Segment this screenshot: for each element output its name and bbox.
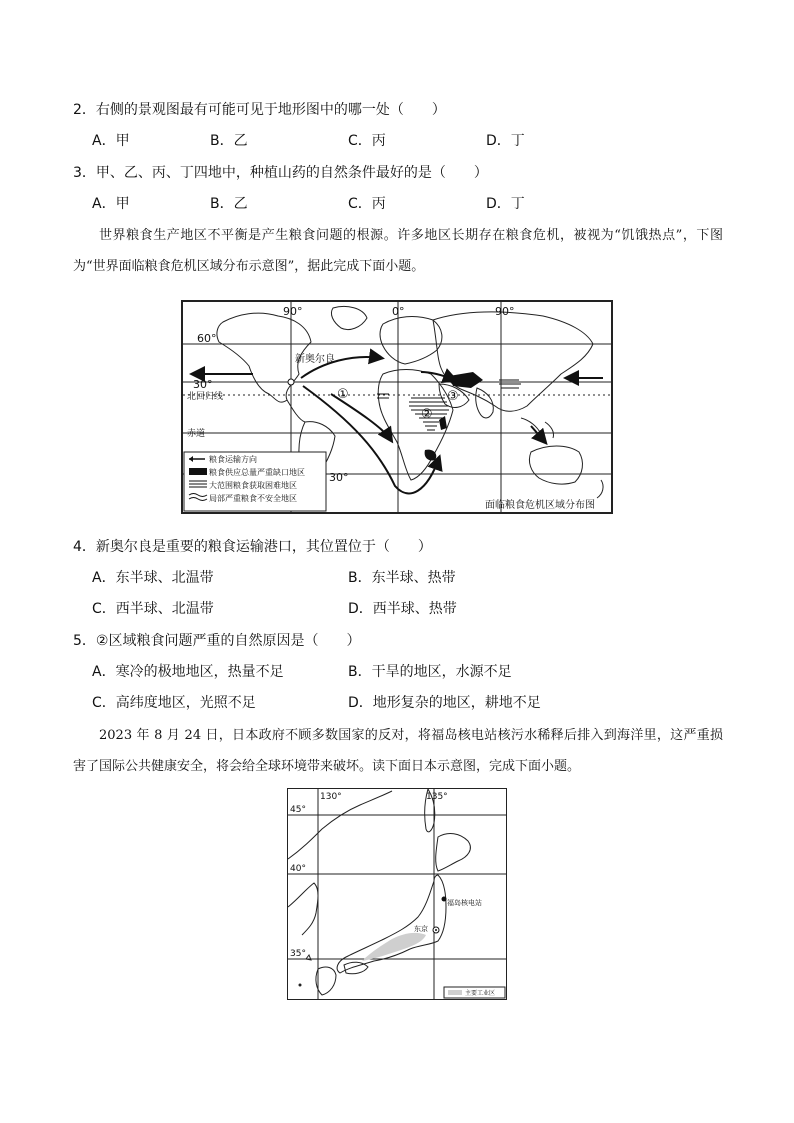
map2-lat-label: 45° [290,805,306,815]
japan-map [287,788,507,1000]
map1-lat-label: 30° [329,471,349,484]
q5-option-c: C．高纬度地区，光照不足 [92,695,256,711]
q3-option-d: D．丁 [486,196,525,212]
map2-lon-label: 135° [426,792,448,802]
q4-option-b: B．东半球、热带 [348,570,456,586]
passage-fukushima: 2023 年 8 月 24 日，日本政府不顾多数国家的反对，将福岛核电站核污水稀释后排入到海洋里，这严重损害了国际公共健康安全，将会给全球环境带来破坏。读下面日本示意图，完成下面小题。 [73,728,723,774]
map1-marker: ① [337,387,349,402]
q3-option-a: A．甲 [92,196,130,212]
map1-legend [184,452,326,511]
map1-lon-label: 0° [392,305,405,318]
map1-lat-label: 30° [193,378,213,391]
map1-lat-label: 60° [197,332,217,345]
map1-lon-label: 90° [495,305,515,318]
question-4-stem: 4．新奥尔良是重要的粮食运输港口，其位置位于（ ） [73,539,432,555]
map2-legend-label: 主要工业区 [465,990,496,997]
q5-option-d: D．地形复杂的地区，耕地不足 [348,695,541,711]
legend-severe-shortage: 粮食供应总量严重缺口地区 [209,468,305,477]
q2-option-d: D．丁 [486,133,525,149]
q4-option-a: A．东半球、北温带 [92,570,214,586]
map2-lon-label: 130° [320,792,342,802]
q2-option-a: A．甲 [92,133,130,149]
map1-caption: 面临粮食危机区域分布图 [485,500,595,511]
map2-place-tokyo: 东京 [414,925,428,933]
map1-lon-label: 90° [283,305,303,318]
legend-access-difficulty: 大范围粮食获取困难地区 [209,481,297,490]
q3-option-b: B．乙 [210,196,248,212]
q4-option-c: C．西半球、北温带 [92,601,214,617]
q5-option-a: A．寒冷的极地地区，热量不足 [92,664,284,680]
map1-lat-label: 赤道 [187,429,206,439]
world-food-crisis-map [181,300,613,514]
q4-option-d: D．西半球、热带 [348,601,457,617]
question-3-stem: 3．甲、乙、丙、丁四地中，种植山药的自然条件最好的是（ ） [73,165,488,181]
map1-marker: ③ [447,389,459,404]
map2-legend [444,987,505,998]
q2-option-b: B．乙 [210,133,248,149]
legend-transport: 粮食运输方向 [209,455,257,464]
legend-local-insecurity: 局部严重粮食不安全地区 [209,494,297,503]
map2-place-fukushima: 福岛核电站 [447,899,482,907]
q3-option-c: C．丙 [348,196,386,212]
map1-marker: ② [421,407,433,422]
q2-option-c: C．丙 [348,133,386,149]
q5-option-b: B．干旱的地区，水源不足 [348,664,512,680]
map1-lat-label: 北回归线 [187,392,224,402]
question-5-stem: 5．②区域粮食问题严重的自然原因是（ ） [73,633,361,649]
passage-food-crisis: 世界粮食生产地区不平衡是产生粮食问题的根源。许多地区长期存在粮食危机，被视为“饥饿热点”，下图为“世界面临粮食危机区域分布示意图”，据此完成下面小题。 [73,228,723,274]
question-2-stem: 2．右侧的景观图最有可能可见于地形图中的哪一处（ ） [73,102,446,118]
map1-place-label: 新奥尔良 [295,354,335,365]
map2-lat-label: 40° [290,864,306,874]
map2-lat-label: 35° [290,949,306,959]
